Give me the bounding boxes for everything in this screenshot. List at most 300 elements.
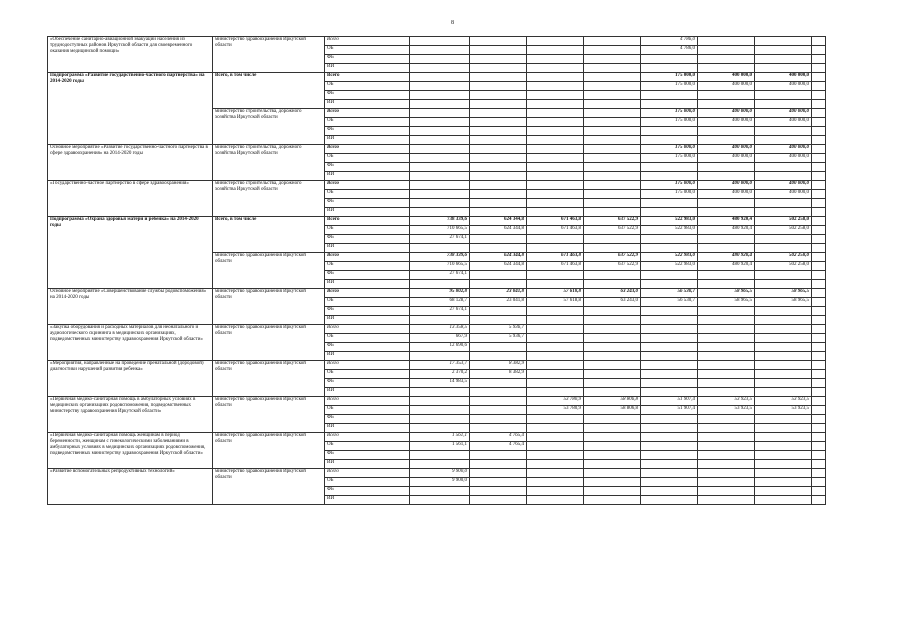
amount-cell [584,73,641,82]
amount-cell [470,208,527,217]
amount-cell [698,487,755,496]
table-row [48,73,826,82]
amount-cell [812,361,826,370]
amount-cell [410,352,470,361]
amount-cell [698,55,755,64]
program-name-cell: «Первичная медико-санитарная помощь женщинам в период беременности, женщинам с гинекологическими заболеваниями в амбулаторных условиях в медицинских организациях родовспоможения, подведомственных министерству здравоохранения Иркутской области» [48,433,213,469]
amount-cell [527,325,584,334]
amount-cell [641,451,698,460]
amount-cell [641,361,698,370]
amount-cell [527,343,584,352]
amount-cell [812,298,826,307]
amount-cell [527,73,584,82]
amount-cell [641,316,698,325]
program-name-cell: Основное мероприятие «Совершенствование службы родовспоможения» на 2014-2020 годы [48,289,213,325]
amount-cell [527,154,584,163]
amount-cell [641,325,698,334]
funding-source-cell: ОБ [325,370,410,379]
amount-cell [470,73,527,82]
table-row [48,361,826,370]
amount-cell [641,235,698,244]
table-body [48,37,826,505]
funding-source-cell: ИИ [325,388,410,397]
amount-cell: 57 618,8 [527,298,584,307]
amount-cell [470,469,527,478]
amount-cell [527,181,584,190]
amount-cell [527,469,584,478]
funding-source-cell: ИИ [325,352,410,361]
funding-source-cell: ОБ [325,406,410,415]
amount-cell [698,244,755,253]
amount-cell [641,496,698,505]
amount-cell [755,172,812,181]
amount-cell [812,334,826,343]
amount-cell [410,163,470,172]
amount-cell [812,253,826,262]
amount-cell [812,370,826,379]
amount-cell: 671 463,8 [527,262,584,271]
executor-cell: министерство здравоохранения Иркутской области [213,289,325,325]
amount-cell [755,352,812,361]
amount-cell: 9 900,0 [410,469,470,478]
amount-cell [641,388,698,397]
amount-cell: 671 463,8 [527,226,584,235]
funding-source-cell: ФБ [325,127,410,136]
program-name-cell: «Первичная медико-санитарная помощь в амбулаторных условиях в медицинских организациях родовспоможения, подведомственных министерству здравоохранения Иркутской области» [48,397,213,433]
amount-cell [812,244,826,253]
page-number: 8 [451,20,454,26]
amount-cell: 57 618,8 [527,289,584,298]
amount-cell [584,55,641,64]
amount-cell [812,415,826,424]
amount-cell [584,136,641,145]
amount-cell: 400 000,0 [755,73,812,82]
program-name-cell: «Закупка оборудования и расходных материалов для неонатального и аудиологического скрининга в медицинских организациях, подведомственных министерству здравоохранения Иркутской области» [48,325,213,361]
amount-cell: 58 806,8 [584,397,641,406]
amount-cell [584,208,641,217]
funding-source-cell: ОБ [325,226,410,235]
amount-cell: 53 780,9 [527,406,584,415]
amount-cell: 400 000,0 [698,118,755,127]
amount-cell [584,271,641,280]
amount-cell [755,280,812,289]
executor-cell: министерство здравоохранения Иркутской области [213,397,325,433]
amount-cell [527,307,584,316]
amount-cell [641,271,698,280]
amount-cell [812,181,826,190]
amount-cell [527,487,584,496]
funding-source-cell: ФБ [325,271,410,280]
funding-source-cell: ОБ [325,118,410,127]
amount-cell: 624 344,8 [470,253,527,262]
amount-cell [527,352,584,361]
executor-cell: Всего, в том числе [213,73,325,109]
amount-cell [641,172,698,181]
amount-cell [584,307,641,316]
amount-cell [470,118,527,127]
amount-cell: 17 353,7 [410,361,470,370]
amount-cell [812,208,826,217]
amount-cell [755,163,812,172]
amount-cell [584,46,641,55]
amount-cell: 502 258,0 [755,262,812,271]
amount-cell [470,172,527,181]
amount-cell: 53 923,5 [698,397,755,406]
amount-cell: 53 780,9 [527,397,584,406]
amount-cell [812,217,826,226]
amount-cell [410,316,470,325]
amount-cell: 1 561,1 [410,433,470,442]
funding-source-cell: ФБ [325,235,410,244]
amount-cell: 624 344,8 [470,226,527,235]
amount-cell [527,442,584,451]
amount-cell [527,271,584,280]
amount-cell: 502 258,0 [755,217,812,226]
amount-cell: 738 339,6 [410,253,470,262]
amount-cell: 175 000,0 [641,118,698,127]
amount-cell [698,280,755,289]
amount-cell [470,424,527,433]
amount-cell [527,280,584,289]
amount-cell [812,73,826,82]
amount-cell: 58 806,8 [584,406,641,415]
amount-cell [698,370,755,379]
amount-cell [410,118,470,127]
amount-cell: 12 690,6 [410,343,470,352]
amount-cell [470,145,527,154]
program-name-cell: «Обеспечение санитарно-авиационной эвакуации населения из труднодоступных районов Иркутской области для своевременного оказания медицинской помощи» [48,37,213,73]
amount-cell [641,343,698,352]
amount-cell [410,388,470,397]
amount-cell [698,379,755,388]
amount-cell [812,262,826,271]
amount-cell: 175 000,0 [641,109,698,118]
amount-cell: 624 344,8 [470,262,527,271]
amount-cell [698,361,755,370]
amount-cell [470,127,527,136]
amount-cell [470,343,527,352]
amount-cell [527,451,584,460]
amount-cell [584,415,641,424]
amount-cell [698,235,755,244]
amount-cell: 637 522,9 [584,253,641,262]
amount-cell [755,343,812,352]
amount-cell [812,478,826,487]
amount-cell [812,388,826,397]
amount-cell [410,82,470,91]
amount-cell [527,370,584,379]
funding-source-cell: ОБ [325,442,410,451]
amount-cell [698,307,755,316]
amount-cell: 480 920,4 [698,226,755,235]
amount-cell [470,487,527,496]
amount-cell [470,244,527,253]
amount-cell: 400 000,0 [698,154,755,163]
funding-source-cell: ИИ [325,316,410,325]
amount-cell [812,397,826,406]
amount-cell [755,478,812,487]
amount-cell [641,469,698,478]
amount-cell: 667,9 [410,334,470,343]
amount-cell [470,55,527,64]
amount-cell [641,478,698,487]
amount-cell [755,487,812,496]
funding-source-cell: ФБ [325,199,410,208]
amount-cell [812,199,826,208]
amount-cell [584,388,641,397]
amount-cell [470,37,527,46]
amount-cell [755,442,812,451]
funding-source-cell: ИИ [325,136,410,145]
amount-cell: 738 339,6 [410,217,470,226]
amount-cell [410,154,470,163]
amount-cell: 400 000,0 [755,145,812,154]
amount-cell [641,208,698,217]
amount-cell [698,478,755,487]
amount-cell [410,100,470,109]
amount-cell [584,316,641,325]
funding-source-cell: Всего [325,253,410,262]
amount-cell [470,307,527,316]
amount-cell [812,442,826,451]
amount-cell [698,163,755,172]
amount-cell [470,406,527,415]
amount-cell [527,64,584,73]
amount-cell [470,136,527,145]
amount-cell [755,379,812,388]
amount-cell [470,199,527,208]
amount-cell [470,397,527,406]
amount-cell: 58 965,5 [698,298,755,307]
amount-cell [641,127,698,136]
funding-source-cell: ИИ [325,460,410,469]
amount-cell [812,82,826,91]
funding-source-cell: Всего [325,217,410,226]
amount-cell [584,379,641,388]
funding-source-cell: ФБ [325,415,410,424]
amount-cell [698,424,755,433]
amount-cell: 400 000,0 [755,154,812,163]
amount-cell [527,388,584,397]
amount-cell [641,91,698,100]
amount-cell [812,226,826,235]
amount-cell [755,91,812,100]
amount-cell [812,127,826,136]
program-name-cell: «Государственно-частное партнерство в сфере здравоохранения» [48,181,213,217]
amount-cell [755,469,812,478]
amount-cell: 23 041,8 [470,298,527,307]
amount-cell [527,244,584,253]
amount-cell [755,208,812,217]
amount-cell [410,145,470,154]
amount-cell [527,316,584,325]
funding-source-cell: ФБ [325,55,410,64]
amount-cell [755,55,812,64]
funding-source-cell: ОБ [325,82,410,91]
amount-cell [641,244,698,253]
amount-cell [755,37,812,46]
amount-cell [584,127,641,136]
amount-cell [527,199,584,208]
funding-source-cell: Всего [325,145,410,154]
amount-cell [410,181,470,190]
amount-cell [755,127,812,136]
funding-source-cell: ФБ [325,343,410,352]
program-name-cell: Основное мероприятие «Развитие государственно-частного партнерства в сфере здравоохранения» на 2014-2020 годы [48,145,213,181]
amount-cell [641,379,698,388]
funding-source-cell: ОБ [325,334,410,343]
amount-cell: 400 000,0 [755,181,812,190]
amount-cell [698,127,755,136]
amount-cell: 58 965,5 [755,289,812,298]
amount-cell [698,172,755,181]
amount-cell [698,496,755,505]
amount-cell: 710 665,5 [410,226,470,235]
amount-cell [584,172,641,181]
amount-cell [698,442,755,451]
amount-cell [812,379,826,388]
amount-cell [470,478,527,487]
funding-source-cell: Всего [325,37,410,46]
amount-cell [584,154,641,163]
amount-cell [812,487,826,496]
amount-cell [812,280,826,289]
amount-cell [527,118,584,127]
amount-cell [698,91,755,100]
amount-cell: 4 765,4 [470,442,527,451]
amount-cell [812,109,826,118]
amount-cell [812,46,826,55]
amount-cell [470,388,527,397]
amount-cell [527,496,584,505]
amount-cell: 637 522,9 [584,226,641,235]
amount-cell: 400 000,0 [698,145,755,154]
funding-source-cell: Всего [325,325,410,334]
funding-source-cell: ОБ [325,262,410,271]
amount-cell [812,55,826,64]
amount-cell [812,424,826,433]
amount-cell [812,496,826,505]
amount-cell: 13 358,5 [410,325,470,334]
amount-cell [755,100,812,109]
amount-cell [410,91,470,100]
amount-cell: 400 000,0 [698,190,755,199]
amount-cell [470,352,527,361]
amount-cell [584,496,641,505]
amount-cell: 400 000,0 [755,118,812,127]
amount-cell [410,451,470,460]
executor-cell: министерство здравоохранения Иркутской области [213,325,325,361]
amount-cell: 175 000,0 [641,145,698,154]
amount-cell [584,442,641,451]
amount-cell [755,334,812,343]
amount-cell [698,343,755,352]
amount-cell [410,127,470,136]
amount-cell [410,487,470,496]
amount-cell [410,37,470,46]
table-row [48,217,826,226]
amount-cell [584,469,641,478]
amount-cell: 53 923,5 [755,397,812,406]
amount-cell: 51 907,4 [641,406,698,415]
funding-source-cell: ОБ [325,298,410,307]
amount-cell: 175 000,0 [641,190,698,199]
amount-cell [470,316,527,325]
table-row [48,145,826,154]
executor-cell: министерство строительства, дорожного хозяйства Иркутской области [213,109,325,145]
amount-cell: 400 000,0 [755,109,812,118]
amount-cell [470,280,527,289]
amount-cell [584,163,641,172]
amount-cell: 53 923,5 [698,406,755,415]
funding-source-cell: ФБ [325,163,410,172]
amount-cell [641,136,698,145]
amount-cell [755,244,812,253]
amount-cell [470,190,527,199]
amount-cell [527,145,584,154]
amount-cell [584,325,641,334]
executor-cell: министерство здравоохранения Иркутской области [213,253,325,289]
amount-cell [641,415,698,424]
amount-cell [527,190,584,199]
amount-cell [527,460,584,469]
amount-cell: 522 983,0 [641,226,698,235]
amount-cell [755,199,812,208]
amount-cell [698,208,755,217]
amount-cell: 480 920,4 [698,217,755,226]
amount-cell [755,433,812,442]
amount-cell: 63 243,0 [584,289,641,298]
amount-cell [755,415,812,424]
amount-cell [698,415,755,424]
amount-cell: 27 674,1 [410,271,470,280]
amount-cell: 175 000,0 [641,73,698,82]
amount-cell [755,271,812,280]
amount-cell [584,190,641,199]
funding-source-cell: Всего [325,433,410,442]
amount-cell [410,415,470,424]
funding-source-cell: Всего [325,181,410,190]
amount-cell [410,46,470,55]
amount-cell: 23 041,8 [470,289,527,298]
amount-cell: 671 463,8 [527,217,584,226]
amount-cell [641,100,698,109]
amount-cell: 5 936,7 [470,325,527,334]
funding-source-cell: ФБ [325,91,410,100]
amount-cell: 400 000,0 [698,82,755,91]
amount-cell [698,316,755,325]
funding-source-cell: ИИ [325,496,410,505]
amount-cell [410,406,470,415]
amount-cell [527,91,584,100]
amount-cell [584,352,641,361]
amount-cell [470,235,527,244]
amount-cell [584,433,641,442]
amount-cell [470,154,527,163]
amount-cell [812,37,826,46]
amount-cell [698,46,755,55]
amount-cell: 624 344,8 [470,217,527,226]
amount-cell [410,190,470,199]
amount-cell: 5 936,7 [470,334,527,343]
table-row [48,325,826,334]
amount-cell [698,388,755,397]
amount-cell [527,235,584,244]
funding-source-cell: Всего [325,109,410,118]
amount-cell [698,433,755,442]
funding-source-cell: ФБ [325,487,410,496]
amount-cell: 2 370,2 [410,370,470,379]
